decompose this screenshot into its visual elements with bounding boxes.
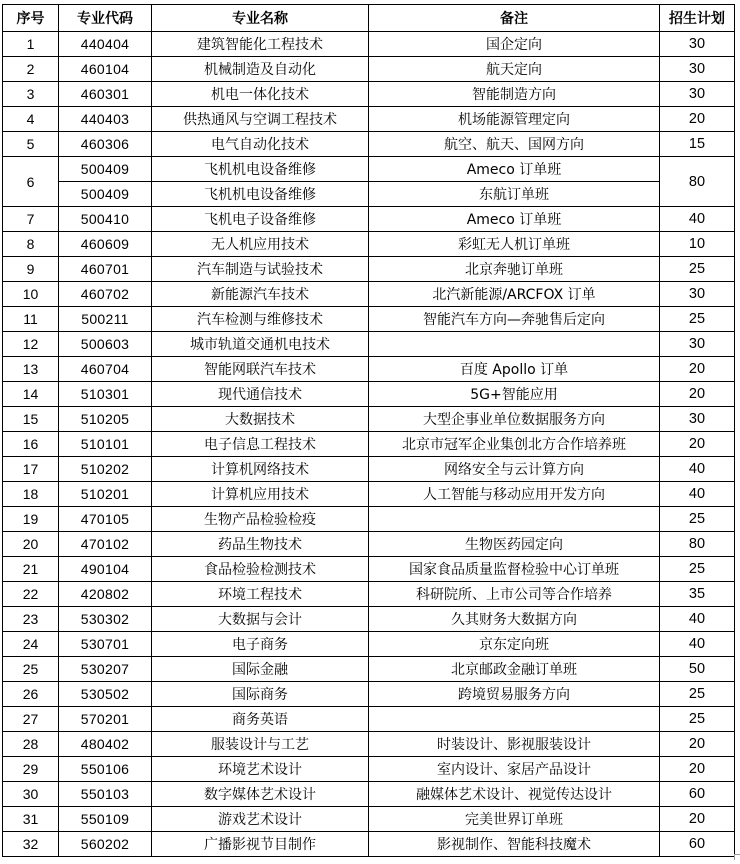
cell-no: 12: [3, 332, 59, 357]
cell-no: 23: [3, 607, 59, 632]
cell-no: 9: [3, 257, 59, 282]
cell-no: 25: [3, 657, 59, 682]
cell-code: 480402: [59, 732, 152, 757]
cell-note: 网络安全与云计算方向: [369, 457, 660, 482]
header-plan: 招生计划: [660, 5, 735, 32]
cell-no: 15: [3, 407, 59, 432]
cell-plan: 30: [660, 82, 735, 107]
table-row: [3, 657, 735, 682]
table-row: [3, 432, 735, 457]
cell-note: 彩虹无人机订单班: [369, 232, 660, 257]
cell-code: 460701: [59, 257, 152, 282]
cell-note: 室内设计、家居产品设计: [369, 757, 660, 782]
cell-no: 28: [3, 732, 59, 757]
cell-no: 13: [3, 357, 59, 382]
cell-plan: 40: [660, 457, 735, 482]
table-row: [3, 807, 735, 832]
cell-plan: 60: [660, 782, 735, 807]
cell-code: 550103: [59, 782, 152, 807]
cell-plan: 20: [660, 357, 735, 382]
cell-code: 500409: [59, 157, 152, 182]
cell-plan: 30: [660, 57, 735, 82]
cell-no: 4: [3, 107, 59, 132]
cell-note: [369, 332, 660, 357]
cell-plan: 20: [660, 807, 735, 832]
cell-code: 460704: [59, 357, 152, 382]
cell-plan: 40: [660, 607, 735, 632]
cell-name: 汽车制造与试验技术: [152, 257, 369, 282]
cell-code: 510101: [59, 432, 152, 457]
table-row: [3, 682, 735, 707]
cell-name: 供热通风与空调工程技术: [152, 107, 369, 132]
cell-name: 电气自动化技术: [152, 132, 369, 157]
cell-no: 1: [3, 32, 59, 57]
cell-plan: 25: [660, 257, 735, 282]
cell-name: 建筑智能化工程技术: [152, 32, 369, 57]
cell-note: 机场能源管理定向: [369, 107, 660, 132]
cell-plan: 10: [660, 232, 735, 257]
cell-name: 智能网联汽车技术: [152, 357, 369, 382]
cell-name: 电子商务: [152, 632, 369, 657]
cell-code: 570201: [59, 707, 152, 732]
cell-name: 现代通信技术: [152, 382, 369, 407]
cell-name: 生物产品检验检疫: [152, 507, 369, 532]
cell-no: 22: [3, 582, 59, 607]
cell-code: 490104: [59, 557, 152, 582]
table-row: [3, 757, 735, 782]
cell-no: 31: [3, 807, 59, 832]
cell-note: 大型企事业单位数据服务方向: [369, 407, 660, 432]
cell-plan: 35: [660, 582, 735, 607]
table-row: [3, 82, 735, 107]
cell-code: 460306: [59, 132, 152, 157]
cell-no: 27: [3, 707, 59, 732]
cell-note: 北汽新能源/ARCFOX 订单: [369, 282, 660, 307]
cell-name: 环境工程技术: [152, 582, 369, 607]
cell-note: 国企定向: [369, 32, 660, 57]
cell-code: 460609: [59, 232, 152, 257]
cell-no: 32: [3, 832, 59, 857]
header-row: [3, 5, 735, 32]
table-row: [3, 607, 735, 632]
cell-plan: 25: [660, 557, 735, 582]
corner-mark: [734, 854, 740, 860]
cell-no: 5: [3, 132, 59, 157]
cell-name: 电子信息工程技术: [152, 432, 369, 457]
cell-code: 530701: [59, 632, 152, 657]
cell-no: 18: [3, 482, 59, 507]
table-body: [3, 32, 735, 857]
cell-code: 550109: [59, 807, 152, 832]
cell-name: 计算机网络技术: [152, 457, 369, 482]
cell-code: 510301: [59, 382, 152, 407]
table-row: [3, 582, 735, 607]
cell-plan: 40: [660, 632, 735, 657]
cell-note: 百度 Apollo 订单: [369, 357, 660, 382]
cell-note: 时装设计、影视服装设计: [369, 732, 660, 757]
table-row: [3, 832, 735, 857]
table-row: [3, 382, 735, 407]
cell-plan: 30: [660, 407, 735, 432]
cell-note: 久其财务大数据方向: [369, 607, 660, 632]
cell-code: 530302: [59, 607, 152, 632]
table-row: [3, 57, 735, 82]
cell-plan: 80: [660, 157, 735, 207]
cell-no: 17: [3, 457, 59, 482]
cell-name: 商务英语: [152, 707, 369, 732]
cell-note: [369, 507, 660, 532]
table-row: [3, 407, 735, 432]
cell-code: 460104: [59, 57, 152, 82]
cell-no: 7: [3, 207, 59, 232]
cell-code: 420802: [59, 582, 152, 607]
cell-name: 游戏艺术设计: [152, 807, 369, 832]
table-row: [3, 282, 735, 307]
cell-code: 460702: [59, 282, 152, 307]
table-row: [3, 307, 735, 332]
cell-name: 大数据与会计: [152, 607, 369, 632]
cell-note: 航天定向: [369, 57, 660, 82]
cell-name: 服装设计与工艺: [152, 732, 369, 757]
cell-code: 500211: [59, 307, 152, 332]
cell-plan: 20: [660, 757, 735, 782]
cell-plan: 20: [660, 432, 735, 457]
cell-no: 10: [3, 282, 59, 307]
cell-note: Ameco 订单班: [369, 207, 660, 232]
cell-no: 3: [3, 82, 59, 107]
cell-plan: 20: [660, 382, 735, 407]
cell-note: 5G+智能应用: [369, 382, 660, 407]
cell-name: 无人机应用技术: [152, 232, 369, 257]
cell-no: 24: [3, 632, 59, 657]
cell-no: 16: [3, 432, 59, 457]
cell-note: 航空、航天、国网方向: [369, 132, 660, 157]
cell-note: 北京奔驰订单班: [369, 257, 660, 282]
cell-code: 510201: [59, 482, 152, 507]
cell-code: 500603: [59, 332, 152, 357]
cell-name: 城市轨道交通机电技术: [152, 332, 369, 357]
cell-plan: 40: [660, 207, 735, 232]
cell-code: 440404: [59, 32, 152, 57]
cell-note: 东航订单班: [369, 182, 660, 207]
cell-no: 26: [3, 682, 59, 707]
table-row: [3, 632, 735, 657]
cell-note: 北京市冠军企业集创北方合作培养班: [369, 432, 660, 457]
cell-no: 21: [3, 557, 59, 582]
cell-note: 生物医药园定向: [369, 532, 660, 557]
cell-name: 大数据技术: [152, 407, 369, 432]
cell-code: 460301: [59, 82, 152, 107]
cell-no: 20: [3, 532, 59, 557]
table-row: [3, 557, 735, 582]
cell-note: 影视制作、智能科技魔术: [369, 832, 660, 857]
table-row: [3, 707, 735, 732]
table-row: [3, 182, 735, 207]
header-note: 备注: [369, 5, 660, 32]
header-name: 专业名称: [152, 5, 369, 32]
cell-name: 机电一体化技术: [152, 82, 369, 107]
table-row: [3, 532, 735, 557]
cell-note: 科研院所、上市公司等合作培养: [369, 582, 660, 607]
header-no: 序号: [3, 5, 59, 32]
cell-plan: 25: [660, 307, 735, 332]
enrollment-table: [2, 4, 735, 857]
cell-plan: 20: [660, 107, 735, 132]
cell-code: 500410: [59, 207, 152, 232]
cell-code: 550106: [59, 757, 152, 782]
table-row: [3, 257, 735, 282]
cell-code: 470105: [59, 507, 152, 532]
cell-name: 飞机电子设备维修: [152, 207, 369, 232]
cell-plan: 30: [660, 32, 735, 57]
table-row: [3, 732, 735, 757]
cell-name: 飞机机电设备维修: [152, 182, 369, 207]
cell-name: 广播影视节目制作: [152, 832, 369, 857]
table-row: [3, 507, 735, 532]
table-row: [3, 107, 735, 132]
cell-plan: 50: [660, 657, 735, 682]
cell-note: 融媒体艺术设计、视觉传达设计: [369, 782, 660, 807]
cell-name: 国际金融: [152, 657, 369, 682]
table-row: [3, 157, 735, 182]
cell-code: 500409: [59, 182, 152, 207]
cell-plan: 15: [660, 132, 735, 157]
cell-plan: 25: [660, 682, 735, 707]
table-row: [3, 132, 735, 157]
cell-plan: 20: [660, 732, 735, 757]
cell-note: 智能制造方向: [369, 82, 660, 107]
cell-note: 京东定向班: [369, 632, 660, 657]
cell-name: 数字媒体艺术设计: [152, 782, 369, 807]
cell-name: 机械制造及自动化: [152, 57, 369, 82]
cell-note: 跨境贸易服务方向: [369, 682, 660, 707]
cell-plan: 40: [660, 482, 735, 507]
cell-code: 530207: [59, 657, 152, 682]
cell-no: 2: [3, 57, 59, 82]
cell-code: 510202: [59, 457, 152, 482]
cell-name: 新能源汽车技术: [152, 282, 369, 307]
cell-code: 440403: [59, 107, 152, 132]
cell-code: 510205: [59, 407, 152, 432]
cell-no: 29: [3, 757, 59, 782]
cell-plan: 25: [660, 707, 735, 732]
cell-no: 11: [3, 307, 59, 332]
cell-name: 国际商务: [152, 682, 369, 707]
cell-code: 530502: [59, 682, 152, 707]
cell-plan: 30: [660, 332, 735, 357]
cell-plan: 60: [660, 832, 735, 857]
cell-plan: 80: [660, 532, 735, 557]
cell-code: 560202: [59, 832, 152, 857]
cell-plan: 30: [660, 282, 735, 307]
table-row: [3, 332, 735, 357]
cell-name: 计算机应用技术: [152, 482, 369, 507]
table-row: [3, 357, 735, 382]
cell-note: 人工智能与移动应用开发方向: [369, 482, 660, 507]
cell-name: 飞机机电设备维修: [152, 157, 369, 182]
cell-note: 智能汽车方向—奔驰售后定向: [369, 307, 660, 332]
table-row: [3, 207, 735, 232]
cell-name: 食品检验检测技术: [152, 557, 369, 582]
cell-name: 药品生物技术: [152, 532, 369, 557]
cell-note: 国家食品质量监督检验中心订单班: [369, 557, 660, 582]
cell-no: 6: [3, 157, 59, 207]
table-row: [3, 32, 735, 57]
cell-name: 汽车检测与维修技术: [152, 307, 369, 332]
cell-no: 14: [3, 382, 59, 407]
cell-note: [369, 707, 660, 732]
cell-no: 19: [3, 507, 59, 532]
table-row: [3, 482, 735, 507]
table-row: [3, 232, 735, 257]
cell-code: 470102: [59, 532, 152, 557]
cell-note: Ameco 订单班: [369, 157, 660, 182]
cell-note: 北京邮政金融订单班: [369, 657, 660, 682]
cell-plan: 25: [660, 507, 735, 532]
table-row: [3, 782, 735, 807]
table-row: [3, 457, 735, 482]
cell-no: 8: [3, 232, 59, 257]
header-code: 专业代码: [59, 5, 152, 32]
cell-note: 完美世界订单班: [369, 807, 660, 832]
cell-name: 环境艺术设计: [152, 757, 369, 782]
cell-no: 30: [3, 782, 59, 807]
